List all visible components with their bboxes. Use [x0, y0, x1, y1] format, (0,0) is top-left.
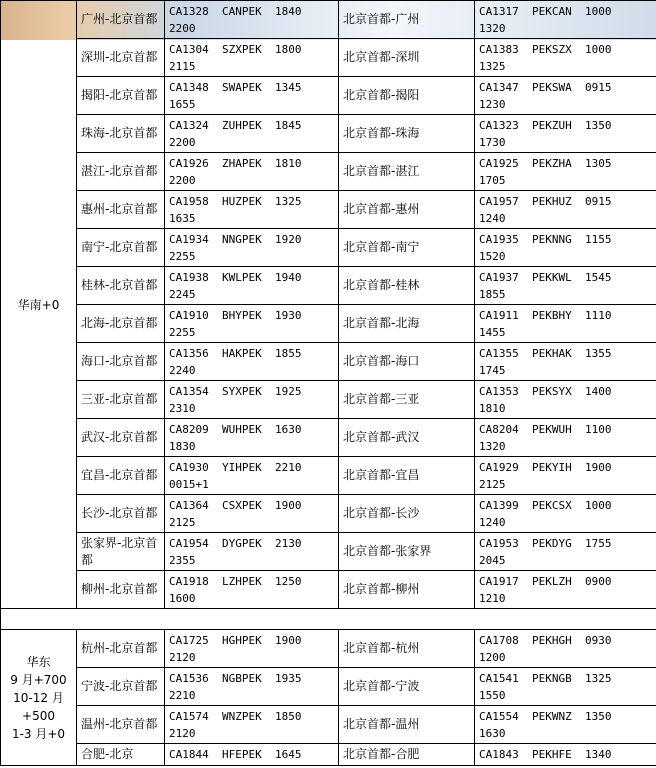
outbound-flight-info: CA1536 NGBPEK 1935 2210: [165, 668, 339, 706]
outbound-route: 温州-北京首都: [77, 706, 165, 744]
outbound-route: 海口-北京首都: [77, 343, 165, 381]
table-row: [1, 495, 656, 533]
return-flight-info: CA1953 PEKDYG 1755 2045: [475, 533, 656, 571]
outbound-flight-info: CA1954 DYGPEK 2130 2355: [165, 533, 339, 571]
return-flight-info: CA1935 PEKNNG 1155 1520: [475, 229, 656, 267]
return-route: 北京首都-惠州: [339, 191, 475, 229]
outbound-flight-info: CA1356 HAKPEK 1855 2240: [165, 343, 339, 381]
table-row: [1, 229, 656, 267]
return-flight-info: CA1925 PEKZHA 1305 1705: [475, 153, 656, 191]
return-flight-info: CA1929 PEKYIH 1900 2125: [475, 457, 656, 495]
table-row: [1, 630, 656, 668]
return-flight-info: CA1554 PEKWNZ 1350 1630: [475, 706, 656, 744]
outbound-flight-info: CA1938 KWLPEK 1940 2245: [165, 267, 339, 305]
region-label-south: 华南+0: [1, 1, 77, 609]
table-row: [1, 744, 656, 766]
return-flight-info: CA1708 PEKHGH 0930 1200: [475, 630, 656, 668]
return-route: 北京首都-揭阳: [339, 77, 475, 115]
return-flight-info: CA1843 PEKHFE 1340: [475, 744, 656, 766]
region-label-east: [1, 630, 77, 766]
return-route: 北京首都-杭州: [339, 630, 475, 668]
outbound-route: 三亚-北京首都: [77, 381, 165, 419]
table-row: [1, 191, 656, 229]
return-route: 北京首都-湛江: [339, 153, 475, 191]
outbound-flight-info: CA1304 SZXPEK 1800 2115: [165, 39, 339, 77]
table-row: [1, 381, 656, 419]
table-row: [1, 1, 656, 39]
outbound-route: 湛江-北京首都: [77, 153, 165, 191]
outbound-flight-info: CA1926 ZHAPEK 1810 2200: [165, 153, 339, 191]
outbound-flight-info: CA1725 HGHPEK 1900 2120: [165, 630, 339, 668]
return-route: 北京首都-柳州: [339, 571, 475, 609]
return-route: 北京首都-长沙: [339, 495, 475, 533]
return-flight-info: CA1317 PEKCAN 1000 1320: [475, 1, 656, 39]
spacer-row: [1, 609, 656, 630]
outbound-route: 惠州-北京首都: [77, 191, 165, 229]
table-row: [1, 706, 656, 744]
return-flight-info: CA1399 PEKCSX 1000 1240: [475, 495, 656, 533]
return-flight-info: CA1541 PEKNGB 1325 1550: [475, 668, 656, 706]
spacer-cell: [1, 609, 656, 630]
outbound-flight-info: CA1844 HFEPEK 1645: [165, 744, 339, 766]
return-route: 北京首都-三亚: [339, 381, 475, 419]
return-flight-info: CA1937 PEKKWL 1545 1855: [475, 267, 656, 305]
return-route: 北京首都-温州: [339, 706, 475, 744]
table-row: [1, 39, 656, 77]
outbound-route: 宁波-北京首都: [77, 668, 165, 706]
return-route: 北京首都-宜昌: [339, 457, 475, 495]
outbound-route: 柳州-北京首都: [77, 571, 165, 609]
outbound-route: 长沙-北京首都: [77, 495, 165, 533]
return-route: 北京首都-张家界: [339, 533, 475, 571]
outbound-route: 宜昌-北京首都: [77, 457, 165, 495]
return-flight-info: CA1323 PEKZUH 1350 1730: [475, 115, 656, 153]
outbound-flight-info: CA1364 CSXPEK 1900 2125: [165, 495, 339, 533]
outbound-flight-info: CA1918 LZHPEK 1250 1600: [165, 571, 339, 609]
return-flight-info: CA1383 PEKSZX 1000 1325: [475, 39, 656, 77]
return-flight-info: CA1347 PEKSWA 0915 1230: [475, 77, 656, 115]
outbound-flight-info: CA1574 WNZPEK 1850 2120: [165, 706, 339, 744]
region-label-east-line: +500: [22, 708, 55, 723]
return-route: 北京首都-海口: [339, 343, 475, 381]
return-flight-info: CA1355 PEKHAK 1355 1745: [475, 343, 656, 381]
table-row: [1, 668, 656, 706]
table-row: [1, 343, 656, 381]
outbound-route: 合肥-北京: [77, 744, 165, 766]
return-route: 北京首都-珠海: [339, 115, 475, 153]
outbound-route: 深圳-北京首都: [77, 39, 165, 77]
table-row: [1, 77, 656, 115]
return-flight-info: CA1911 PEKBHY 1110 1455: [475, 305, 656, 343]
outbound-route: 揭阳-北京首都: [77, 77, 165, 115]
region-label-east-line: 华东: [26, 654, 51, 669]
outbound-flight-info: CA1348 SWAPEK 1345 1655: [165, 77, 339, 115]
outbound-route: 桂林-北京首都: [77, 267, 165, 305]
return-flight-info: CA1957 PEKHUZ 0915 1240: [475, 191, 656, 229]
table-row: [1, 457, 656, 495]
return-flight-info: CA8204 PEKWUH 1100 1320: [475, 419, 656, 457]
return-route: 北京首都-深圳: [339, 39, 475, 77]
outbound-route: 珠海-北京首都: [77, 115, 165, 153]
table-row: [1, 419, 656, 457]
return-route: 北京首都-广州: [339, 1, 475, 39]
outbound-flight-info: CA1958 HUZPEK 1325 1635: [165, 191, 339, 229]
outbound-flight-info: CA1324 ZUHPEK 1845 2200: [165, 115, 339, 153]
return-flight-info: CA1917 PEKLZH 0900 1210: [475, 571, 656, 609]
region-label-east-line: 9 月+700: [10, 672, 67, 687]
region-label-east-line: 1-3 月+0: [11, 726, 66, 741]
outbound-route: 张家界-北京首都: [77, 533, 165, 571]
return-route: 北京首都-合肥: [339, 744, 475, 766]
return-route: 北京首都-宁波: [339, 668, 475, 706]
table-row: [1, 115, 656, 153]
table-row: [1, 305, 656, 343]
outbound-route: 广州-北京首都: [77, 1, 165, 39]
outbound-flight-info: CA1910 BHYPEK 1930 2255: [165, 305, 339, 343]
outbound-flight-info: CA1354 SYXPEK 1925 2310: [165, 381, 339, 419]
outbound-route: 杭州-北京首都: [77, 630, 165, 668]
outbound-route: 南宁-北京首都: [77, 229, 165, 267]
return-route: 北京首都-桂林: [339, 267, 475, 305]
table-row: [1, 571, 656, 609]
return-route: 北京首都-南宁: [339, 229, 475, 267]
return-route: 北京首都-武汉: [339, 419, 475, 457]
table-row: [1, 267, 656, 305]
region-label-east-line: 10-12 月: [13, 690, 64, 705]
table-row: [1, 153, 656, 191]
outbound-route: 武汉-北京首都: [77, 419, 165, 457]
outbound-flight-info: CA1328 CANPEK 1840 2200: [165, 1, 339, 39]
table-row: [1, 533, 656, 571]
outbound-flight-info: CA1934 NNGPEK 1920 2255: [165, 229, 339, 267]
return-route: 北京首都-北海: [339, 305, 475, 343]
outbound-route: 北海-北京首都: [77, 305, 165, 343]
outbound-flight-info: CA8209 WUHPEK 1630 1830: [165, 419, 339, 457]
return-flight-info: CA1353 PEKSYX 1400 1810: [475, 381, 656, 419]
outbound-flight-info: CA1930 YIHPEK 2210 0015+1: [165, 457, 339, 495]
